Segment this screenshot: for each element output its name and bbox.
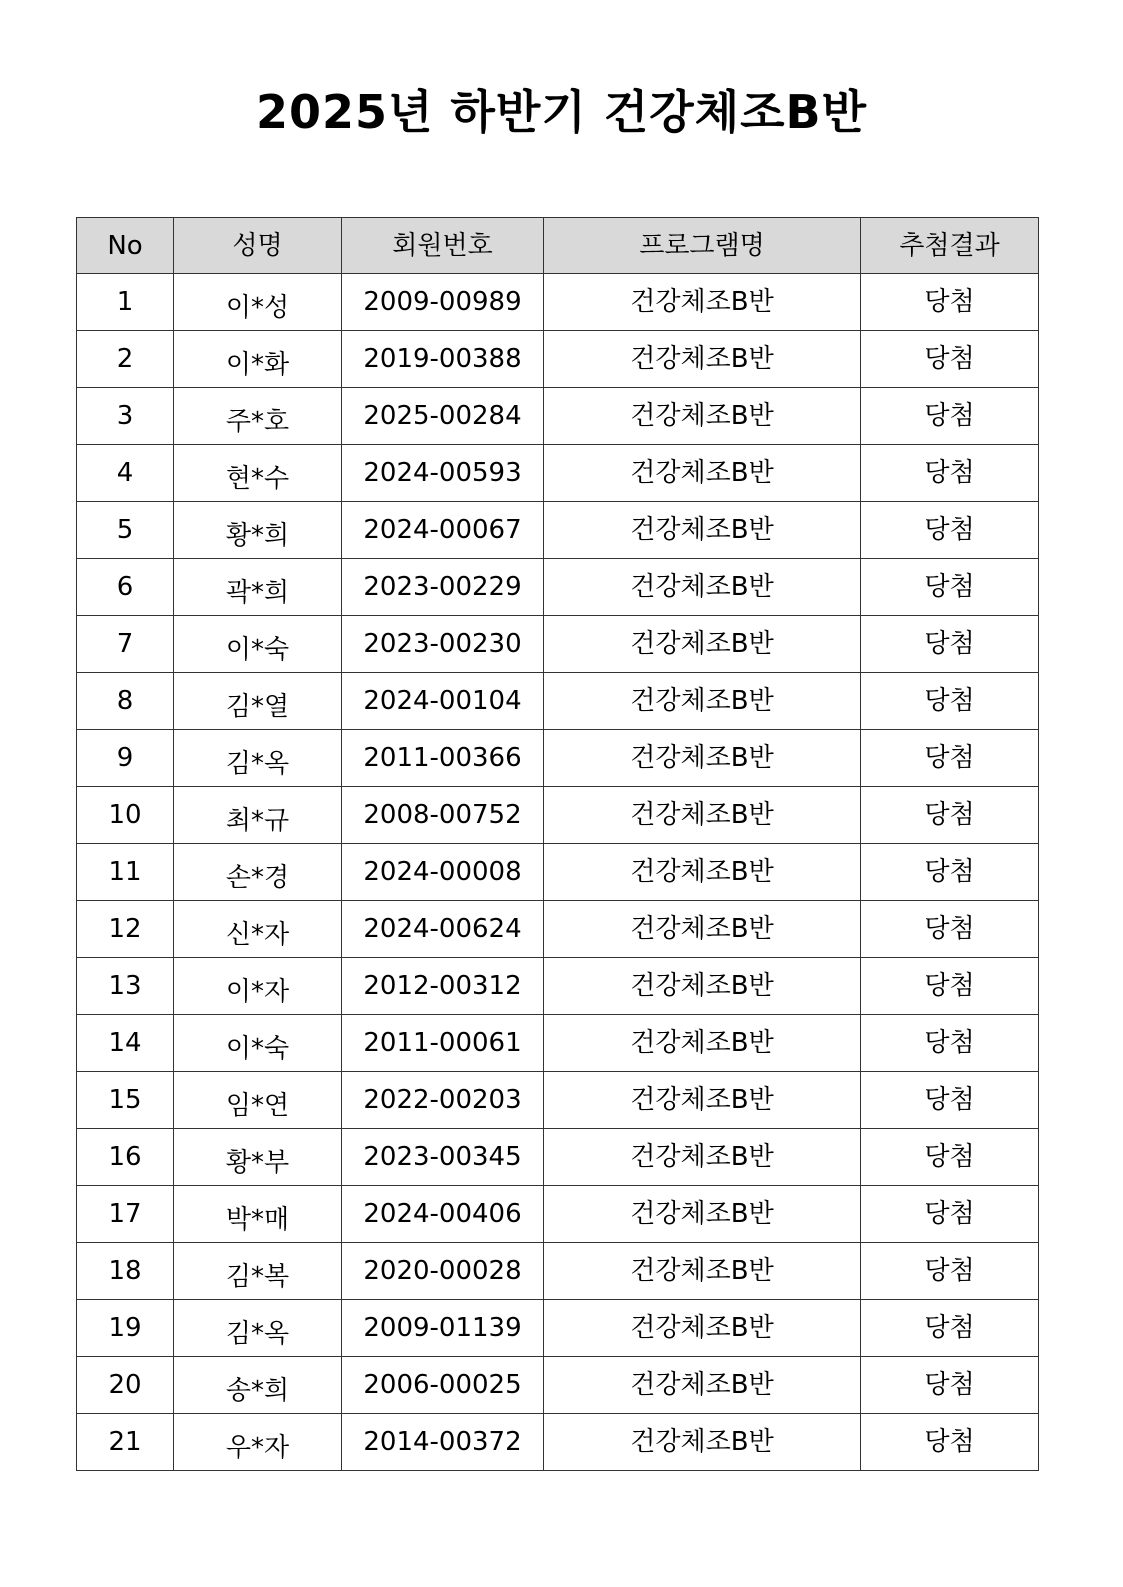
cell-result: 당첨 [861,445,1039,502]
table-row [77,1015,1039,1072]
member-name: 박*매 [225,1205,290,1235]
table-row [77,958,1039,1015]
cell-program: 건강체조B반 [544,1357,861,1414]
cell-name [174,445,342,502]
cell-result: 당첨 [861,1357,1039,1414]
member-name: 황*희 [225,521,290,551]
cell-name [174,673,342,730]
column-header-result: 추첨결과 [861,218,1039,274]
cell-program: 건강체조B반 [544,901,861,958]
cell-member-id: 2006-00025 [342,1357,544,1414]
cell-result: 당첨 [861,673,1039,730]
member-name: 김*옥 [225,749,290,779]
member-name: 손*경 [225,863,290,893]
table-row [77,1186,1039,1243]
table-row [77,1129,1039,1186]
cell-result: 당첨 [861,730,1039,787]
cell-name [174,502,342,559]
cell-no: 2 [77,331,174,388]
cell-member-id: 2024-00067 [342,502,544,559]
member-name: 이*성 [225,293,290,323]
cell-member-id: 2024-00104 [342,673,544,730]
cell-result: 당첨 [861,559,1039,616]
member-name: 김*옥 [225,1319,290,1349]
member-name: 현*수 [225,464,290,494]
column-header-member-id: 회원번호 [342,218,544,274]
cell-program: 건강체조B반 [544,388,861,445]
member-name: 곽*희 [225,578,290,608]
cell-no: 12 [77,901,174,958]
cell-program: 건강체조B반 [544,787,861,844]
member-name: 송*희 [225,1376,290,1406]
lottery-results-table [76,217,1039,1471]
member-name: 주*호 [225,407,290,437]
cell-name [174,331,342,388]
member-name: 이*화 [225,350,290,380]
cell-program: 건강체조B반 [544,1186,861,1243]
member-name: 임*연 [225,1091,290,1121]
cell-no: 17 [77,1186,174,1243]
cell-no: 7 [77,616,174,673]
cell-member-id: 2024-00624 [342,901,544,958]
column-header-no: No [77,218,174,274]
cell-name [174,1072,342,1129]
cell-program: 건강체조B반 [544,616,861,673]
cell-program: 건강체조B반 [544,1243,861,1300]
cell-name [174,730,342,787]
cell-result: 당첨 [861,1414,1039,1471]
cell-name [174,901,342,958]
member-name: 김*복 [225,1262,290,1292]
cell-name [174,616,342,673]
cell-member-id: 2023-00345 [342,1129,544,1186]
member-name: 최*규 [225,806,290,836]
cell-member-id: 2020-00028 [342,1243,544,1300]
cell-no: 13 [77,958,174,1015]
table-row [77,388,1039,445]
cell-program: 건강체조B반 [544,958,861,1015]
cell-no: 15 [77,1072,174,1129]
member-name: 황*부 [225,1148,290,1178]
table-row [77,1357,1039,1414]
cell-member-id: 2025-00284 [342,388,544,445]
cell-member-id: 2023-00229 [342,559,544,616]
cell-result: 당첨 [861,274,1039,331]
table-row [77,445,1039,502]
cell-member-id: 2011-00366 [342,730,544,787]
page-title: 2025년 하반기 건강체조B반 [255,85,868,139]
cell-name [174,1015,342,1072]
member-name: 우*자 [225,1433,290,1463]
header-row [77,218,1039,274]
cell-result: 당첨 [861,331,1039,388]
cell-name [174,1243,342,1300]
cell-name [174,1186,342,1243]
table-row [77,274,1039,331]
table-row [77,331,1039,388]
cell-result: 당첨 [861,1072,1039,1129]
cell-program: 건강체조B반 [544,274,861,331]
cell-no: 21 [77,1414,174,1471]
cell-no: 4 [77,445,174,502]
cell-result: 당첨 [861,616,1039,673]
cell-no: 9 [77,730,174,787]
column-header-name: 성명 [174,218,342,274]
cell-result: 당첨 [861,388,1039,445]
cell-no: 8 [77,673,174,730]
member-name: 이*자 [225,977,290,1007]
cell-name [174,1414,342,1471]
table-row [77,616,1039,673]
cell-no: 1 [77,274,174,331]
cell-member-id: 2012-00312 [342,958,544,1015]
cell-name [174,559,342,616]
cell-result: 당첨 [861,1015,1039,1072]
cell-no: 14 [77,1015,174,1072]
cell-name [174,844,342,901]
member-name: 이*숙 [225,1034,290,1064]
cell-program: 건강체조B반 [544,331,861,388]
cell-member-id: 2019-00388 [342,331,544,388]
table-body [77,274,1039,1471]
cell-member-id: 2024-00406 [342,1186,544,1243]
cell-member-id: 2008-00752 [342,787,544,844]
cell-result: 당첨 [861,502,1039,559]
cell-no: 19 [77,1300,174,1357]
cell-member-id: 2022-00203 [342,1072,544,1129]
cell-result: 당첨 [861,1300,1039,1357]
cell-result: 당첨 [861,958,1039,1015]
cell-result: 당첨 [861,1243,1039,1300]
cell-program: 건강체조B반 [544,1300,861,1357]
table-header [77,218,1039,274]
table-row [77,673,1039,730]
table-row [77,559,1039,616]
cell-result: 당첨 [861,844,1039,901]
table-row [77,1300,1039,1357]
cell-no: 16 [77,1129,174,1186]
cell-no: 6 [77,559,174,616]
cell-program: 건강체조B반 [544,1072,861,1129]
cell-program: 건강체조B반 [544,1015,861,1072]
cell-program: 건강체조B반 [544,445,861,502]
cell-program: 건강체조B반 [544,730,861,787]
cell-member-id: 2009-01139 [342,1300,544,1357]
cell-name [174,388,342,445]
cell-member-id: 2014-00372 [342,1414,544,1471]
cell-result: 당첨 [861,1129,1039,1186]
table-row [77,901,1039,958]
table-row [77,1414,1039,1471]
cell-result: 당첨 [861,901,1039,958]
cell-no: 18 [77,1243,174,1300]
table-row [77,1072,1039,1129]
cell-member-id: 2011-00061 [342,1015,544,1072]
table-row [77,730,1039,787]
table-row [77,502,1039,559]
member-name: 김*열 [225,692,290,722]
cell-result: 당첨 [861,1186,1039,1243]
cell-result: 당첨 [861,787,1039,844]
cell-program: 건강체조B반 [544,559,861,616]
cell-no: 5 [77,502,174,559]
cell-name [174,1300,342,1357]
table-row [77,844,1039,901]
cell-no: 11 [77,844,174,901]
cell-member-id: 2023-00230 [342,616,544,673]
cell-member-id: 2009-00989 [342,274,544,331]
member-name: 신*자 [225,920,290,950]
table-row [77,1243,1039,1300]
column-header-program: 프로그램명 [544,218,861,274]
cell-program: 건강체조B반 [544,1129,861,1186]
cell-no: 3 [77,388,174,445]
table-row [77,787,1039,844]
cell-name [174,1129,342,1186]
cell-name [174,787,342,844]
cell-name [174,1357,342,1414]
cell-member-id: 2024-00593 [342,445,544,502]
cell-name [174,274,342,331]
cell-program: 건강체조B반 [544,502,861,559]
cell-program: 건강체조B반 [544,673,861,730]
cell-member-id: 2024-00008 [342,844,544,901]
cell-no: 20 [77,1357,174,1414]
cell-program: 건강체조B반 [544,844,861,901]
cell-no: 10 [77,787,174,844]
member-name: 이*숙 [225,635,290,665]
cell-name [174,958,342,1015]
cell-program: 건강체조B반 [544,1414,861,1471]
